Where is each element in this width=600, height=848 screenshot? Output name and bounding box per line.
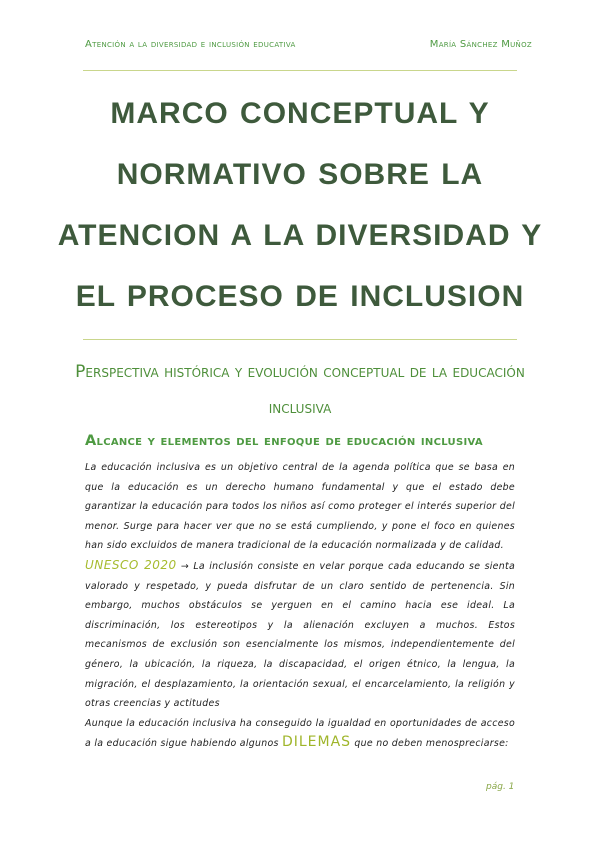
paragraph-2 (85, 556, 515, 714)
title-divider (83, 339, 517, 340)
subsection-heading: Alcance y elementos del enfoque de educación inclusiva (85, 433, 483, 449)
paragraph-3-text: Aunque la educación inclusiva ha conseguido la igualdad en oportunidades de acceso a la educación sigue habiendo algunos (85, 717, 515, 750)
source-citation: UNESCO 2020 (85, 557, 177, 572)
page-number: pág. 1 (486, 781, 515, 792)
page-header (85, 38, 532, 52)
body-text (85, 458, 515, 754)
top-divider (83, 70, 517, 71)
paragraph-3-end: que no deben menospreciarse: (354, 738, 509, 750)
highlight-dilemas: DILEMAS (281, 734, 352, 751)
paragraph-3 (85, 714, 515, 754)
header-left: Atención a la diversidad e inclusión educativa (85, 39, 296, 50)
section-heading: Perspectiva histórica y evolución conceptual de la educación inclusiva (75, 362, 525, 418)
header-right: María Sánchez Muñoz (429, 39, 532, 50)
arrow-icon: → (180, 560, 190, 572)
page-title: MARCO CONCEPTUAL Y NORMATIVO SOBRE LA ATENCION A LA DIVERSIDAD Y EL PROCESO DE INCLUSION (57, 97, 543, 313)
paragraph-1: La educación inclusiva es un objetivo central de la agenda política que se basa en que la educación es un derecho humano fundamental y que el estado debe garantizar la educación para todos los niños así como proteger el interés superior del menor. Surge para hacer ver que no se está cumpliendo, y pone el foco en quienes han sido excluidos de manera tradicional de la educación normalizada y de calidad. (85, 462, 515, 552)
paragraph-2-text: La inclusión consiste en velar porque cada educando se sienta valorado y respetado, y pueda disfrutar de un claro sentido de pertenencia. Sin embargo, muchos obstáculos se yerguen en el camino hacia ese ideal. La discriminación, los estereotipos y la alienación excluyen a muchos. Estos mecanismos de exclusión son esencialmente los mismos, independientemente del género, la ubicación, la riqueza, la discapacidad, el origen étnico, la lengua, la migración, el desplazamiento, la orientación sexual, el encarcelamiento, la religión y otras creencias y actitudes (85, 560, 515, 710)
